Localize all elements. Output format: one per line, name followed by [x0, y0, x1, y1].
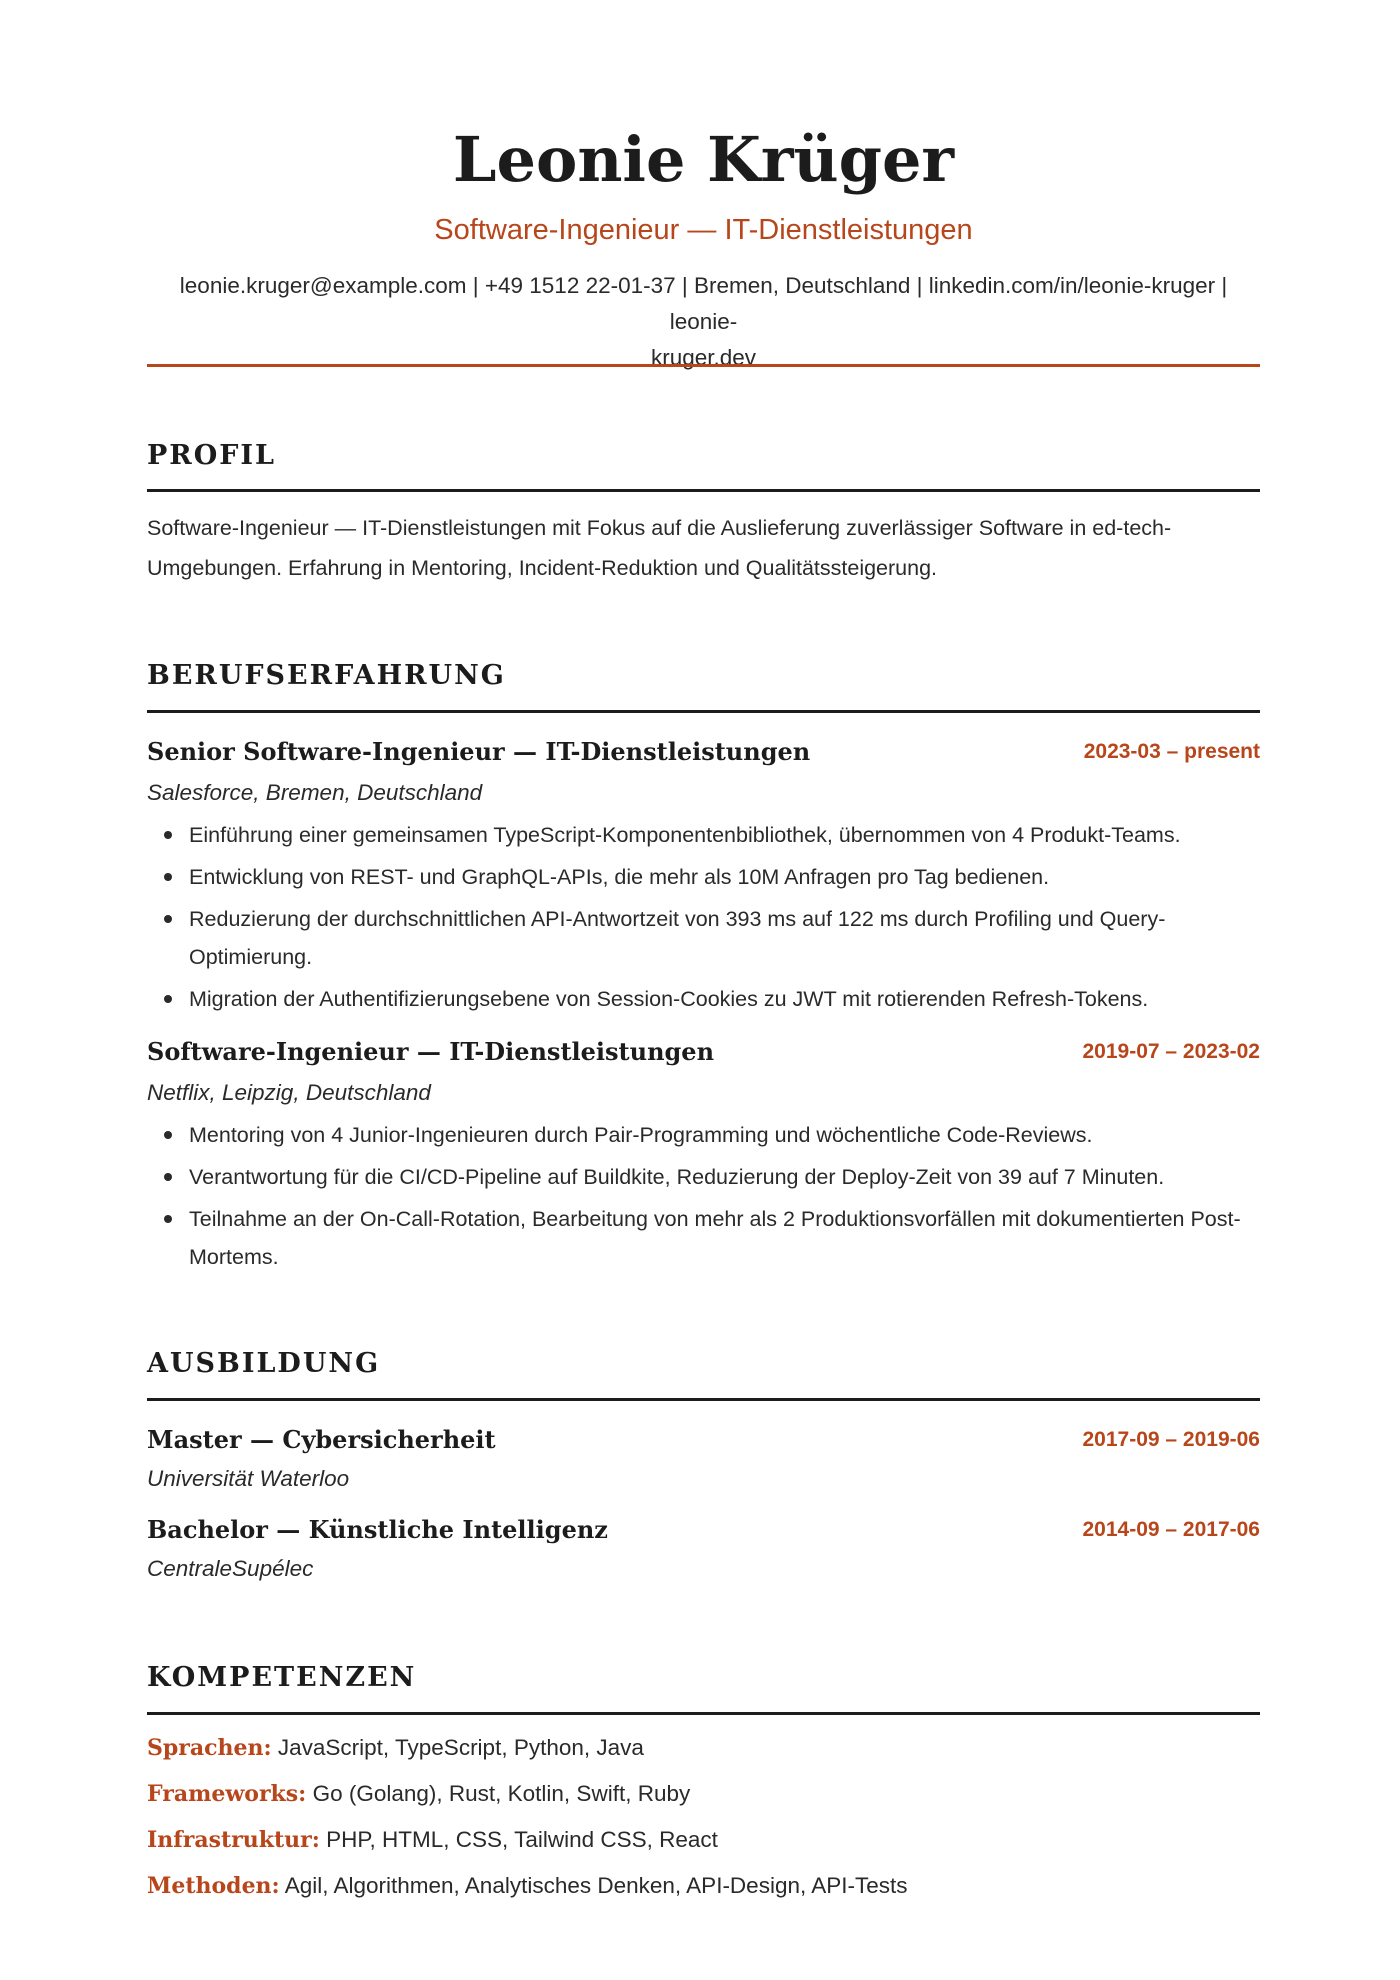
job-bullets	[147, 1116, 1260, 1280]
degree-dates: 2014-09 – 2017-06	[1082, 1518, 1260, 1541]
list-item	[147, 980, 1260, 1018]
contact-line: leonie.kruger@example.com | +49 1512 22-01-37 | Bremen, Deutschland | linkedin.com/in/leonie-kruger | leonie-	[179, 273, 1228, 334]
education-header	[147, 1512, 1260, 1548]
bullet-text: Reduzierung der durchschnittlichen API-Antwortzeit von 393 ms auf 122 ms durch Profiling und Query-Optimierung.	[189, 907, 1166, 969]
skill-label: Infrastruktur:	[147, 1827, 320, 1853]
job-company: Netflix, Leipzig, Deutschland	[147, 1080, 431, 1105]
job-header	[147, 734, 1260, 770]
degree-title: Master — Cybersicherheit	[147, 1425, 496, 1454]
list-item	[147, 816, 1260, 854]
bullet-dot-icon	[164, 873, 172, 881]
bullet-text: Einführung einer gemeinsamen TypeScript-Komponentenbibliothek, übernommen von 4 Produkt-Teams.	[189, 823, 1181, 847]
skill-value: JavaScript, TypeScript, Python, Java	[277, 1735, 644, 1760]
skill-row	[147, 1730, 1260, 1766]
skill-value: PHP, HTML, CSS, Tailwind CSS, React	[326, 1827, 718, 1852]
job-bullets	[147, 816, 1260, 1022]
section-divider	[147, 710, 1260, 713]
skill-value: Go (Golang), Rust, Kotlin, Swift, Ruby	[312, 1781, 691, 1806]
contact-info	[147, 268, 1260, 376]
bullet-dot-icon	[164, 831, 172, 839]
profile-line: Software-Ingenieur — IT-Dienstleistungen mit Fokus auf die Auslieferung zuverlässiger Software in ed-tech-	[147, 516, 1172, 540]
bullet-text: Migration der Authentifizierungsebene von Session-Cookies zu JWT mit rotierenden Refresh-Tokens.	[189, 987, 1149, 1011]
candidate-headline: Software-Ingenieur — IT-Dienstleistungen	[434, 214, 973, 246]
bullet-text: Verantwortung für die CI/CD-Pipeline auf Buildkite, Reduzierung der Deploy-Zeit von 39 auf 7 Minuten.	[189, 1165, 1165, 1189]
section-title-experience: BERUFSERFAHRUNG	[147, 660, 506, 691]
job-company: Salesforce, Bremen, Deutschland	[147, 780, 483, 805]
bullet-dot-icon	[164, 915, 172, 923]
bullet-text: Teilnahme an der On-Call-Rotation, Bearbeitung von mehr als 2 Produktionsvorfällen mit dokumentierten Post-Mortems.	[189, 1207, 1241, 1269]
section-title-profile: PROFIL	[147, 440, 277, 471]
section-divider	[147, 1712, 1260, 1715]
skill-label: Sprachen:	[147, 1735, 272, 1761]
profile-summary	[147, 508, 1260, 588]
bullet-text: Mentoring von 4 Junior-Ingenieuren durch Pair-Programming und wöchentliche Code-Reviews.	[189, 1123, 1093, 1147]
job-title: Software-Ingenieur — IT-Dienstleistungen	[147, 1037, 715, 1066]
list-item	[147, 1116, 1260, 1154]
bullet-dot-icon	[164, 1173, 172, 1181]
degree-dates: 2017-09 – 2019-06	[1082, 1428, 1260, 1451]
list-item	[147, 1158, 1260, 1196]
list-item	[147, 900, 1260, 976]
skill-row	[147, 1776, 1260, 1812]
skill-label: Frameworks:	[147, 1781, 307, 1807]
profile-line: Umgebungen. Erfahrung in Mentoring, Incident-Reduktion und Qualitätssteigerung.	[147, 556, 938, 580]
skill-value: Agil, Algorithmen, Analytisches Denken, API-Design, API-Tests	[284, 1873, 908, 1898]
bullet-dot-icon	[164, 1131, 172, 1139]
job-title: Senior Software-Ingenieur — IT-Dienstleistungen	[147, 737, 811, 766]
job-dates: 2023-03 – present	[1083, 740, 1260, 763]
section-title-education: AUSBILDUNG	[147, 1348, 381, 1379]
list-item	[147, 1200, 1260, 1276]
bullet-dot-icon	[164, 1215, 172, 1223]
skill-label: Methoden:	[147, 1873, 280, 1899]
school-name: CentraleSupélec	[147, 1556, 314, 1581]
section-divider	[147, 1398, 1260, 1401]
contact-line: kruger.dev	[650, 345, 757, 370]
job-dates: 2019-07 – 2023-02	[1082, 1040, 1260, 1063]
skill-row	[147, 1822, 1260, 1858]
job-header	[147, 1034, 1260, 1070]
degree-title: Bachelor — Künstliche Intelligenz	[147, 1515, 608, 1544]
candidate-name: Leonie Krüger	[452, 123, 955, 196]
resume-page	[147, 0, 1260, 1980]
section-divider	[147, 489, 1260, 492]
school-name: Universität Waterloo	[147, 1466, 350, 1491]
skill-row	[147, 1868, 1260, 1904]
bullet-text: Entwicklung von REST- und GraphQL-APIs, die mehr als 10M Anfragen pro Tag bedienen.	[189, 865, 1050, 889]
section-title-skills: KOMPETENZEN	[147, 1662, 417, 1693]
education-header	[147, 1422, 1260, 1458]
list-item	[147, 858, 1260, 896]
header-divider	[147, 364, 1260, 367]
bullet-dot-icon	[164, 995, 172, 1003]
